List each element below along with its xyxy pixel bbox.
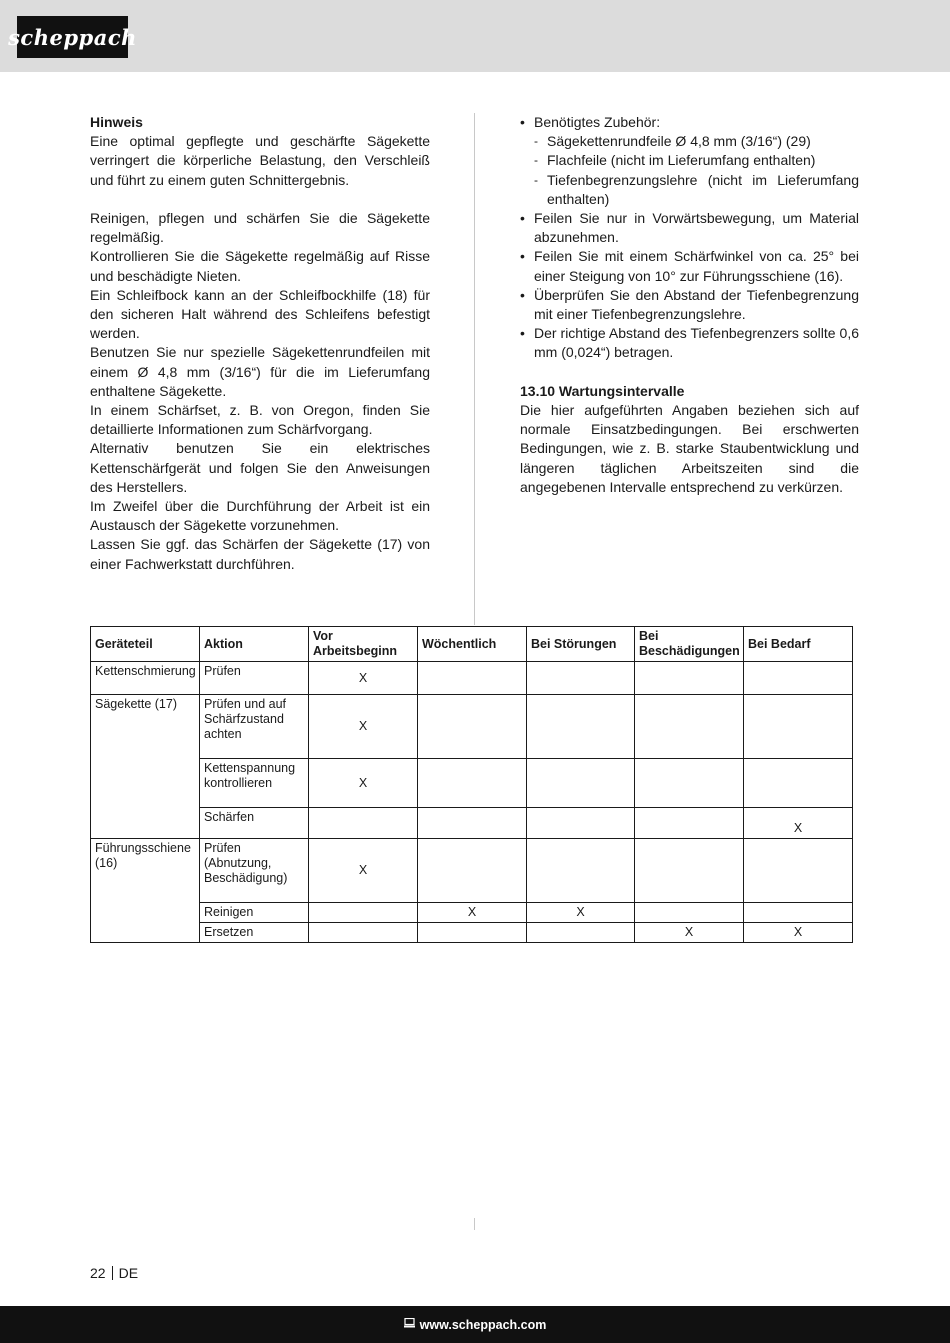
- maintenance-table: [90, 626, 853, 943]
- part-cell: [91, 759, 200, 808]
- paragraph: Im Zweifel über die Durchführung der Arbeit ist ein Austausch der Sägekette vorzunehmen.: [90, 498, 430, 534]
- paragraph: Lassen Sie ggf. das Schärfen der Sägekette (17) von einer Fachwerkstatt durchführen.: [90, 536, 430, 572]
- table-row: [91, 923, 853, 943]
- bullet-list: [520, 113, 859, 363]
- dash-item: - Tiefenbegrenzungslehre (nicht im Lieferumfang enthalten): [534, 171, 859, 209]
- dash-item: - Sägekettenrundfeile Ø 4,8 mm (3/16“) (29): [534, 132, 859, 151]
- table-row: [91, 662, 853, 695]
- page-number-value: 22: [90, 1265, 106, 1281]
- section-heading: 13.10 Wartungsintervalle: [520, 382, 685, 399]
- header-cell: Aktion: [200, 627, 309, 662]
- table-row: [91, 839, 853, 903]
- mark-cell: X: [527, 903, 635, 923]
- note-heading: Hinweis: [90, 114, 143, 130]
- action-cell: Kettenspannung kontrollieren: [200, 759, 309, 808]
- table-row: [91, 695, 853, 759]
- part-cell: Sägekette (17): [91, 695, 200, 759]
- page-number: [90, 1265, 138, 1281]
- left-column: [90, 113, 430, 574]
- footer-bar: [0, 1306, 950, 1343]
- header-bar: [0, 0, 950, 72]
- note-text: Eine optimal gepflegte und geschärfte Sägekette verringert die körperliche Belastung, den Verschleiß und führt zu einem guten Schnittergebnis.: [90, 133, 430, 188]
- bullet-item: • Benötigtes Zubehör: - Sägekettenrundfeile Ø 4,8 mm (3/16“) (29) - Flachfeile (nicht im Lieferumfang enthalten) - Tiefenbegrenzungslehre (nicht im Lieferumfang enthalten): [520, 113, 859, 209]
- header-cell: Bei Störungen: [527, 627, 635, 662]
- mark-cell: X: [418, 903, 527, 923]
- paragraph: Ein Schleifbock kann an der Schleifbockhilfe (18) für den sicheren Halt während des Schleifens befestigt werden.: [90, 286, 430, 342]
- mark-cell: X: [309, 839, 418, 903]
- part-cell: Führungsschiene (16): [91, 839, 200, 903]
- bullet-item: • Der richtige Abstand des Tiefenbegrenzers sollte 0,6 mm (0,024“) betragen.: [520, 324, 859, 362]
- mark-cell: X: [635, 923, 744, 943]
- paragraph: Reinigen, pflegen und schärfen Sie die Sägekette regelmäßig.: [90, 210, 430, 246]
- right-column: [520, 113, 859, 497]
- action-cell: Prüfen (Abnutzung, Beschädigung): [200, 839, 309, 903]
- dash-item: - Flachfeile (nicht im Lieferumfang enthalten): [534, 151, 859, 170]
- table-row: [91, 808, 853, 839]
- mark-cell: X: [309, 759, 418, 808]
- action-cell: Prüfen: [200, 662, 309, 695]
- mark-cell: X: [744, 923, 853, 943]
- paragraph: In einem Schärfset, z. B. von Oregon, finden Sie detaillierte Informationen zum Schärfvorgang.: [90, 402, 430, 438]
- action-cell: Ersetzen: [200, 923, 309, 943]
- part-cell: Kettenschmierung: [91, 662, 200, 695]
- column-divider: [474, 113, 475, 625]
- paragraph: Benutzen Sie nur spezielle Sägekettenrundfeilen mit einem Ø 4,8 mm (3/16“) für die im Lieferumfang enthaltene Sägekette.: [90, 344, 430, 399]
- scheppach-logo: scheppach: [17, 16, 128, 58]
- paragraph: Kontrollieren Sie die Sägekette regelmäßig auf Risse und beschädigte Nieten.: [90, 248, 430, 284]
- dash-list: [534, 132, 859, 209]
- bullet-item: • Feilen Sie nur in Vorwärtsbewegung, um Material abzunehmen.: [520, 209, 859, 247]
- action-cell: Schärfen: [200, 808, 309, 839]
- paragraph: Alternativ benutzen Sie ein elektrisches Kettenschärfgerät und folgen Sie den Anweisungen des Herstellers.: [90, 440, 430, 495]
- header-cell: Vor Arbeitsbeginn: [309, 627, 418, 662]
- action-cell: Prüfen und auf Schärfzustand achten: [200, 695, 309, 759]
- part-cell: [91, 808, 200, 839]
- bullet-item: • Feilen Sie mit einem Schärfwinkel von ca. 25° bei einer Steigung von 10° zur Führungsschiene (16).: [520, 247, 859, 285]
- header-cell: Bei Bedarf: [744, 627, 853, 662]
- header-cell: Wöchentlich: [418, 627, 527, 662]
- page-divider: [474, 1218, 475, 1230]
- computer-icon: [404, 1318, 415, 1331]
- language-code: DE: [118, 1265, 139, 1281]
- part-cell: [91, 903, 200, 923]
- part-cell: [91, 923, 200, 943]
- mark-cell: X: [309, 662, 418, 695]
- section-text: Die hier aufgeführten Angaben beziehen sich auf normale Einsatzbedingungen. Bei erschwerten Bedingungen, wie z. B. starke Staubentwicklung und längeren täglichen Arbeitszeiten sind die angegebenen Intervalle entsprechend zu verkürzen.: [520, 402, 859, 495]
- action-cell: Reinigen: [200, 903, 309, 923]
- separator: [112, 1266, 113, 1280]
- header-cell: Geräteteil: [91, 627, 200, 662]
- table-header-row: [91, 627, 853, 662]
- mark-cell: X: [309, 695, 418, 759]
- website-link[interactable]: www.scheppach.com: [419, 1317, 547, 1332]
- bullet-item: • Überprüfen Sie den Abstand der Tiefenbegrenzung mit einer Tiefenbegrenzungslehre.: [520, 286, 859, 324]
- table-row: [91, 759, 853, 808]
- header-cell: Bei Beschädigungen: [635, 627, 744, 662]
- table-row: [91, 903, 853, 923]
- mark-cell: X: [744, 808, 853, 839]
